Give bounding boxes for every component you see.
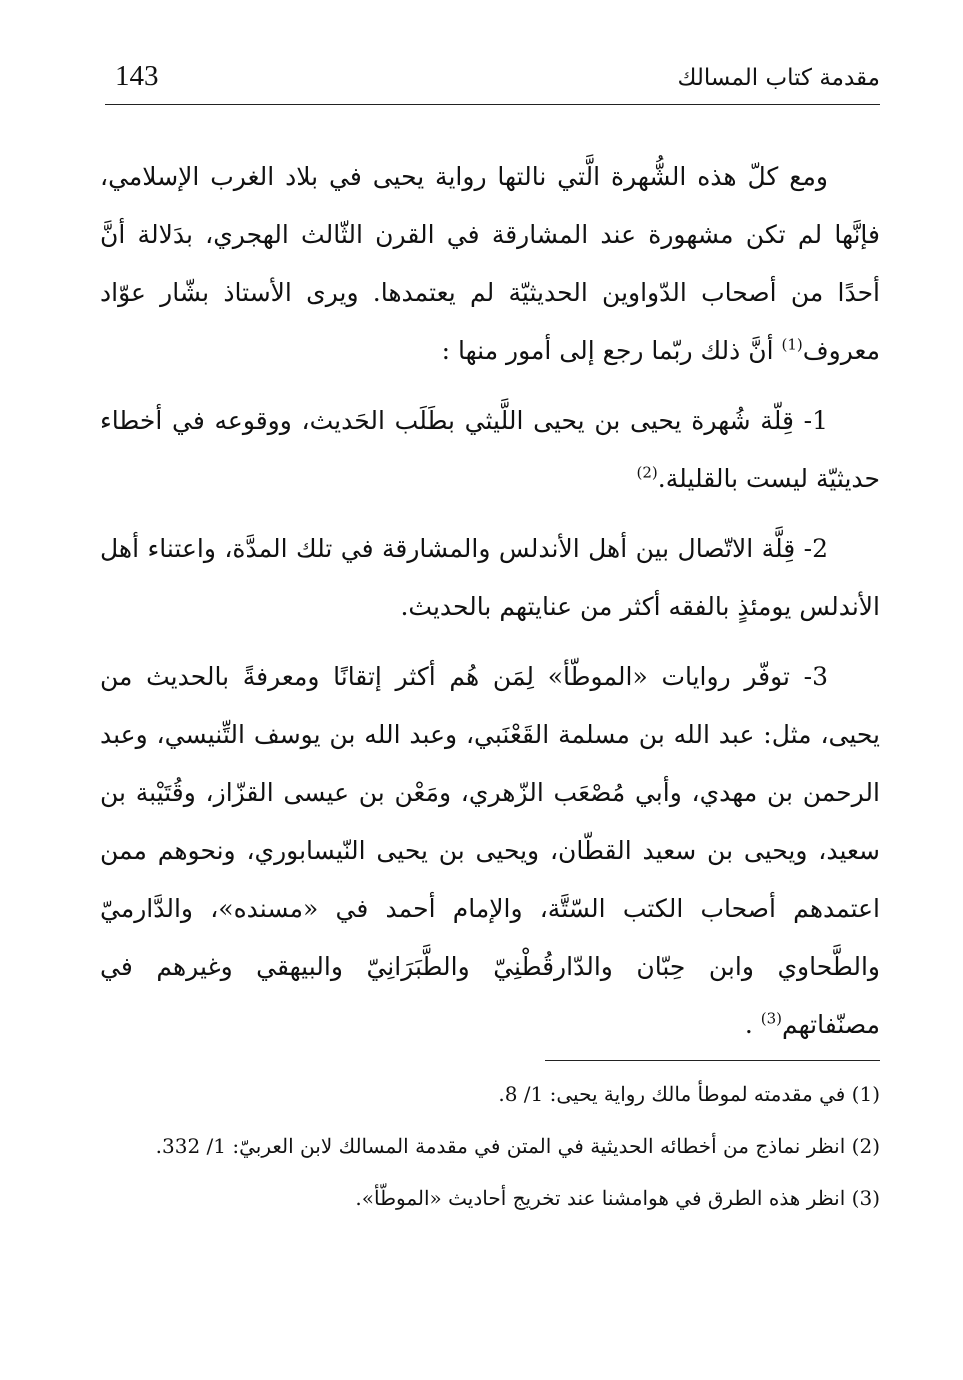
paragraph-intro <box>100 148 880 380</box>
page-header <box>105 55 880 115</box>
header-rule <box>105 104 880 105</box>
footnote-ref-2: (2) <box>636 463 658 482</box>
footnotes <box>100 1068 880 1224</box>
list-item-1-text: 1- قِلّة شُهرة يحيى بن يحيى اللَّيثي بطَلَب الحَديث، ووقوعه في أخطاء حديثيّة ليست بالقليلة. <box>100 406 880 493</box>
footnote-1: (1) في مقدمته لموطأ مالك رواية يحيى: 1/ 8. <box>498 1082 880 1106</box>
running-title: مقدمة كتاب المسالك <box>677 65 880 91</box>
footnote-ref-3: (3) <box>760 1009 782 1028</box>
list-item-2 <box>100 520 880 636</box>
footnote-2: (2) انظر نماذج من أخطائه الحديثية في المتن في مقدمة المسالك لابن العربيّ: 1/ 332. <box>155 1134 880 1158</box>
list-item-3 <box>100 648 880 1054</box>
paragraph-intro-tail: أنَّ ذلك ربّما رجع إلى أمور منها : <box>441 336 782 365</box>
list-item-3-text: 3- توفّر روايات «الموطّأ» لِمَن هُم أكثر إتقانًا ومعرفةً بالحديث من يحيى، مثل: عبد الله بن مسلمة القَعْنَبي، وعبد الله بن يوسف التِّنيسي، وعبد الرحمن بن مهدي، وأبي مُصْعَب الزّهري، ومَعْن بن عيسى القزّاز، وقُتَيْبة بن سعيد، ويحيى بن سعيد القطّان، ويحيى بن يحيى النّيسابوري، ونحوهم ممن اعتمدهم أصحاب الكتب السّتَّة، والإمام أحمد في «مسنده»، والدَّارميّ والطَّحاوي وابن حِبّان والدّارقُطْنِيّ والطَّبَرَانِيّ والبيهقي وغيرهم في مصنّفاتهم <box>100 662 880 1039</box>
page-number: 143 <box>115 60 159 92</box>
main-text <box>100 148 880 1066</box>
footnote-3: (3) انظر هذه الطرق في هوامشنا عند تخريج أحاديث «الموطّأ». <box>355 1186 880 1210</box>
list-item-1 <box>100 392 880 508</box>
list-item-2-text: 2- قِلَّة الاتّصال بين أهل الأندلس والمشارقة في تلك المدَّة، واعتناء أهل الأندلس يومئذٍ بالفقه أكثر من عنايتهم بالحديث. <box>100 534 880 621</box>
paragraph-intro-text: ومع كلّ هذه الشُّهرة الَّتي نالتها رواية يحيى في بلاد الغرب الإسلامي، فإنَّها لم تكن مشهورة عند المشارقة في القرن الثّالث الهجري، بدَلالة أنَّ أحدًا من أصحاب الدّواوين الحديثيّة لم يعتمدها. ويرى الأستاذ بشّار عوّاد معروف <box>100 162 880 365</box>
list-item-3-tail: . <box>744 1010 761 1039</box>
footnote-separator <box>545 1060 880 1061</box>
footnote-ref-1: (1) <box>781 335 803 354</box>
